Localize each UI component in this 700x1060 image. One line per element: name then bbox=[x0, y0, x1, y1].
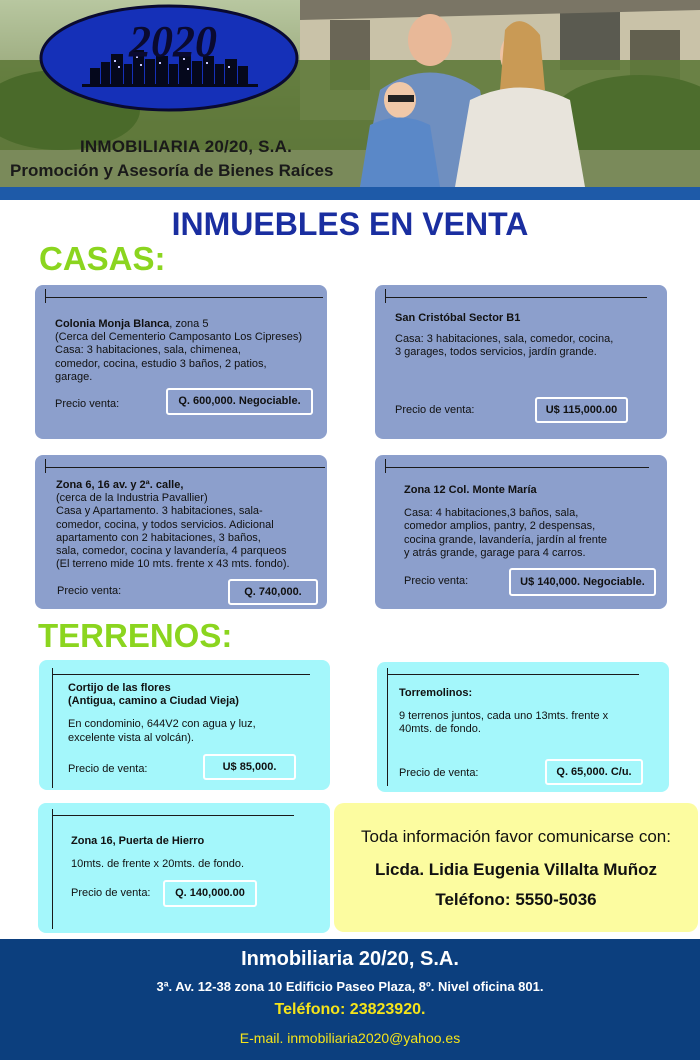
listing-card[interactable] bbox=[35, 455, 327, 609]
card-marker bbox=[387, 668, 388, 786]
contact-phone: Teléfono: 5550-5036 bbox=[435, 890, 597, 909]
listing-title: Colonia Monja Blanca bbox=[55, 318, 170, 330]
listing-line: comedor, cocina, y todos servicios. Adicional bbox=[56, 518, 274, 531]
listing-title: Cortijo de las flores bbox=[68, 682, 171, 694]
card-marker bbox=[385, 459, 386, 473]
listing-subtitle: (Antigua, camino a Ciudad Vieja) bbox=[68, 695, 239, 708]
listing-title-suffix: , zona 5 bbox=[169, 318, 209, 330]
footer-phone: Teléfono: 23823920. bbox=[274, 1001, 426, 1018]
listing-line: sala, comedor, cocina y lavandería, 4 parqueos bbox=[56, 545, 287, 558]
logo-text: 2020 bbox=[129, 17, 217, 66]
listing-title: Torremolinos: bbox=[399, 687, 473, 699]
card-marker bbox=[385, 289, 386, 303]
card-divider bbox=[45, 467, 325, 468]
listing-card[interactable] bbox=[375, 285, 667, 439]
card-marker bbox=[52, 668, 53, 788]
listing-line: Casa: 3 habitaciones, sala, chimenea, bbox=[55, 344, 241, 357]
listing-card[interactable] bbox=[377, 662, 669, 792]
card-divider bbox=[385, 467, 649, 468]
card-marker bbox=[52, 809, 53, 929]
listing-line: comedor amplios, pantry, 2 despensas, bbox=[404, 520, 596, 533]
price-box: Q. 600,000. Negociable. bbox=[166, 388, 313, 415]
price-box: U$ 85,000. bbox=[203, 754, 296, 780]
card-marker bbox=[45, 459, 46, 473]
listing-line: 9 terrenos juntos, cada uno 13mts. frente x bbox=[399, 710, 609, 723]
price-label: Precio venta: bbox=[57, 585, 122, 597]
listing-title: Zona 6, 16 av. y 2ª. calle, bbox=[56, 479, 184, 491]
card-divider bbox=[387, 674, 639, 675]
card-divider bbox=[52, 815, 294, 816]
listing-card[interactable] bbox=[38, 803, 330, 933]
listing-line: Casa y Apartamento. 3 habitaciones, sala- bbox=[56, 505, 263, 518]
listing-line: Casa: 3 habitaciones, sala, comedor, cocina, bbox=[395, 333, 614, 346]
listing-title: San Cristóbal Sector B1 bbox=[395, 312, 521, 324]
contact-name: Licda. Lidia Eugenia Villalta Muñoz bbox=[374, 860, 658, 879]
listing-line: garage. bbox=[55, 370, 93, 383]
listing-line: 40mts. de fondo. bbox=[399, 723, 481, 736]
price-label: Precio de venta: bbox=[395, 404, 475, 416]
listing-line: cocina grande, lavandería, jardín al frente bbox=[404, 533, 608, 546]
price-label: Precio de venta: bbox=[68, 763, 148, 775]
listing-title: Zona 12 Col. Monte María bbox=[404, 484, 537, 496]
logo bbox=[38, 4, 300, 112]
price-box: U$ 140,000. Negociable. bbox=[509, 568, 656, 596]
price-label: Precio de venta: bbox=[71, 887, 151, 899]
listing-title-row bbox=[55, 318, 302, 331]
listing-line: comedor, cocina, estudio 3 baños, 2 patios, bbox=[55, 357, 267, 370]
listing-line: 10mts. de frente x 20mts. de fondo. bbox=[71, 858, 245, 871]
price-label: Precio de venta: bbox=[399, 767, 479, 779]
card-marker bbox=[45, 289, 46, 303]
card-divider bbox=[45, 297, 323, 298]
section-terrenos: TERRENOS: bbox=[38, 617, 233, 654]
footer-address: 3ª. Av. 12-38 zona 10 Edificio Paseo Plaza, 8º. Nivel oficina 801. bbox=[156, 979, 544, 994]
listing-card[interactable] bbox=[39, 660, 330, 790]
listing-line: apartamento con 2 habitaciones, 3 baños, bbox=[56, 531, 261, 544]
price-box: Q. 140,000.00 bbox=[163, 880, 257, 907]
listing-line: excelente vista al volcán). bbox=[68, 731, 194, 744]
price-box: U$ 115,000.00 bbox=[535, 397, 628, 423]
section-casas: CASAS: bbox=[39, 240, 166, 277]
contact-box bbox=[334, 803, 698, 932]
footer-company: Inmobiliaria 20/20, S.A. bbox=[241, 948, 459, 970]
header-divider bbox=[0, 187, 700, 200]
listing-line: 3 garages, todos servicios, jardín grande. bbox=[395, 346, 597, 359]
page-title: INMUEBLES EN VENTA bbox=[171, 206, 529, 242]
listing-line: Casa: 4 habitaciones,3 baños, sala, bbox=[404, 507, 579, 520]
price-box: Q. 740,000. bbox=[228, 579, 318, 605]
card-divider bbox=[385, 297, 647, 298]
listing-card[interactable] bbox=[35, 285, 327, 439]
company-slogan: Promoción y Asesoría de Bienes Raíces bbox=[10, 161, 334, 180]
listing-line: (Cerca del Cementerio Camposanto Los Cipreses) bbox=[55, 331, 302, 344]
listing-card[interactable] bbox=[375, 455, 667, 609]
listing-title: Zona 16, Puerta de Hierro bbox=[71, 835, 205, 847]
footer bbox=[0, 939, 700, 1060]
price-box: Q. 65,000. C/u. bbox=[545, 759, 643, 785]
listing-line: En condominio, 644V2 con agua y luz, bbox=[68, 718, 256, 731]
price-label: Precio venta: bbox=[404, 575, 469, 587]
header-banner bbox=[0, 0, 700, 187]
contact-intro: Toda información favor comunicarse con: bbox=[361, 827, 671, 846]
listing-line: (El terreno mide 10 mts. frente x 43 mts. fondo). bbox=[56, 558, 290, 571]
footer-email[interactable]: E-mail. inmobiliaria2020@yahoo.es bbox=[239, 1030, 461, 1046]
price-label: Precio venta: bbox=[55, 398, 120, 410]
card-divider bbox=[52, 674, 310, 675]
company-name: INMOBILIARIA 20/20, S.A. bbox=[80, 137, 292, 156]
listing-line: y atrás grande, garage para 4 carros. bbox=[404, 546, 586, 559]
listing-line: (cerca de la Industria Pavallier) bbox=[56, 492, 208, 505]
